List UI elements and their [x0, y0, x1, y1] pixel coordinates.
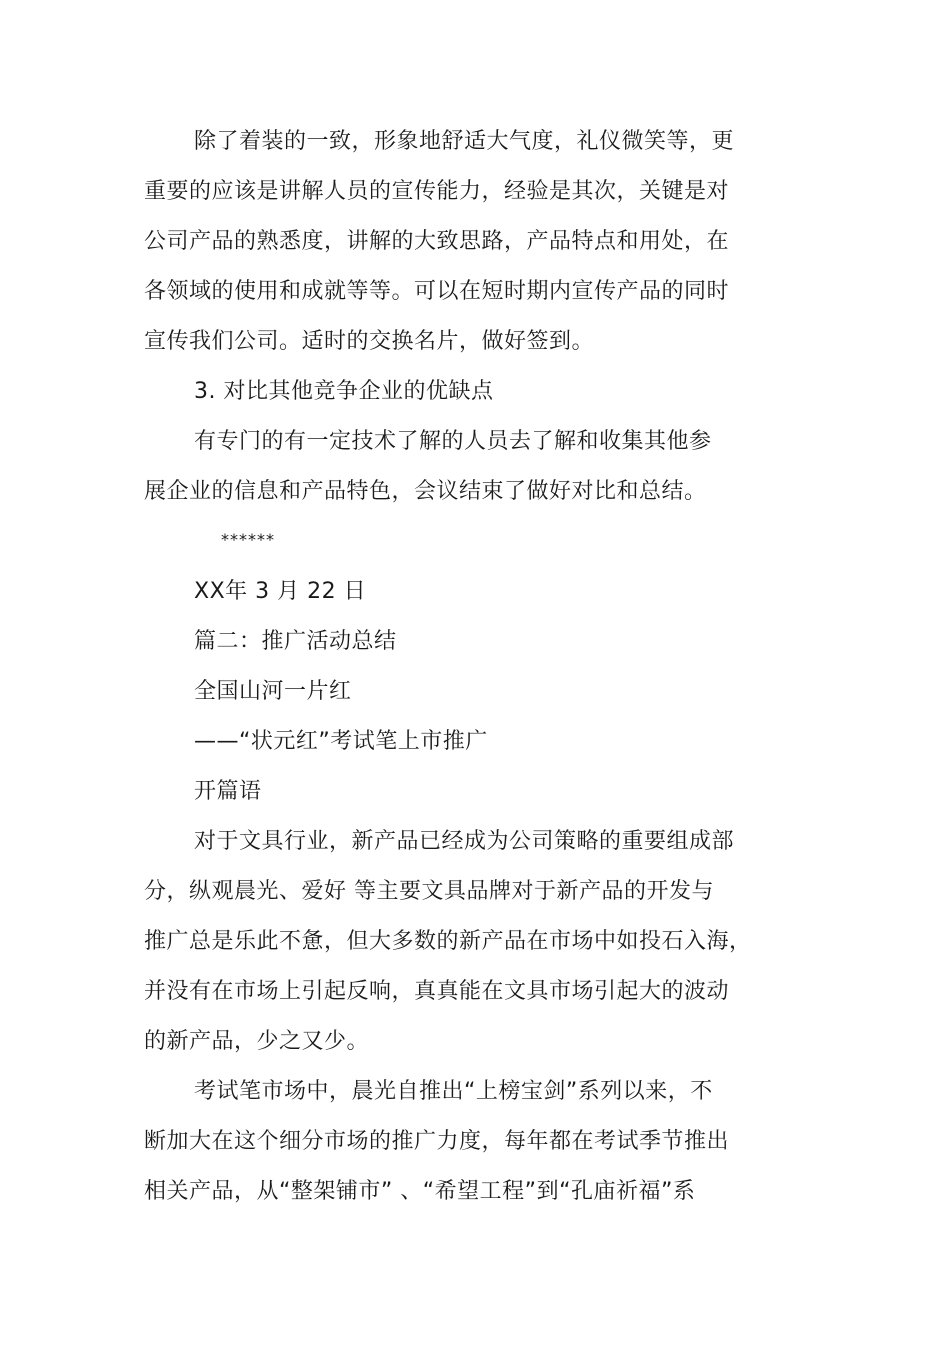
paragraph-line: 分，纵观晨光、爱好 等主要文具品牌对于新产品的开发与: [144, 879, 714, 904]
paragraph-line: 对于文具行业，新产品已经成为公司策略的重要组成部: [194, 829, 735, 854]
paragraph-line: 公司产品的熟悉度，讲解的大致思路，产品特点和用处，在: [144, 229, 730, 254]
section-heading: 3. 对比其他竞争企业的优缺点: [194, 379, 494, 404]
paragraph-line: 的新产品，少之又少。: [144, 1029, 370, 1054]
paragraph-line: 推广总是乐此不惫，但大多数的新产品在市场中如投石入海，: [144, 929, 752, 954]
section-heading: 开篇语: [194, 779, 262, 804]
paragraph-line: 相关产品，从“整架铺市” 、“希望工程”到“孔庙祈福”系: [144, 1179, 696, 1204]
paragraph-line: 并没有在市场上引起反响，真真能在文具市场引起大的波动: [144, 979, 730, 1004]
article-subtitle: ——“状元红”考试笔上市推广: [194, 729, 488, 754]
chapter-title: 篇二：推广活动总结: [194, 629, 397, 654]
separator-stars: ******: [221, 530, 275, 549]
paragraph-line: 宣传我们公司。适时的交换名片，做好签到。: [144, 329, 595, 354]
paragraph-line: 各领域的使用和成就等等。可以在短时期内宣传产品的同时: [144, 279, 730, 304]
paragraph-line: 展企业的信息和产品特色，会议结束了做好对比和总结。: [144, 479, 707, 504]
article-title: 全国山河一片红: [194, 679, 352, 704]
paragraph-line: 考试笔市场中，晨光自推出“上榜宝剑”系列以来，不: [194, 1079, 713, 1104]
paragraph-line: 断加大在这个细分市场的推广力度，每年都在考试季节推出: [144, 1129, 730, 1154]
paragraph-line: 有专门的有一定技术了解的人员去了解和收集其他参: [194, 429, 712, 454]
paragraph-line: 除了着装的一致，形象地舒适大气度，礼仪微笑等，更: [194, 129, 735, 154]
date-line: XX年 3 月 22 日: [194, 579, 367, 604]
paragraph-line: 重要的应该是讲解人员的宣传能力，经验是其次，关键是对: [144, 179, 730, 204]
